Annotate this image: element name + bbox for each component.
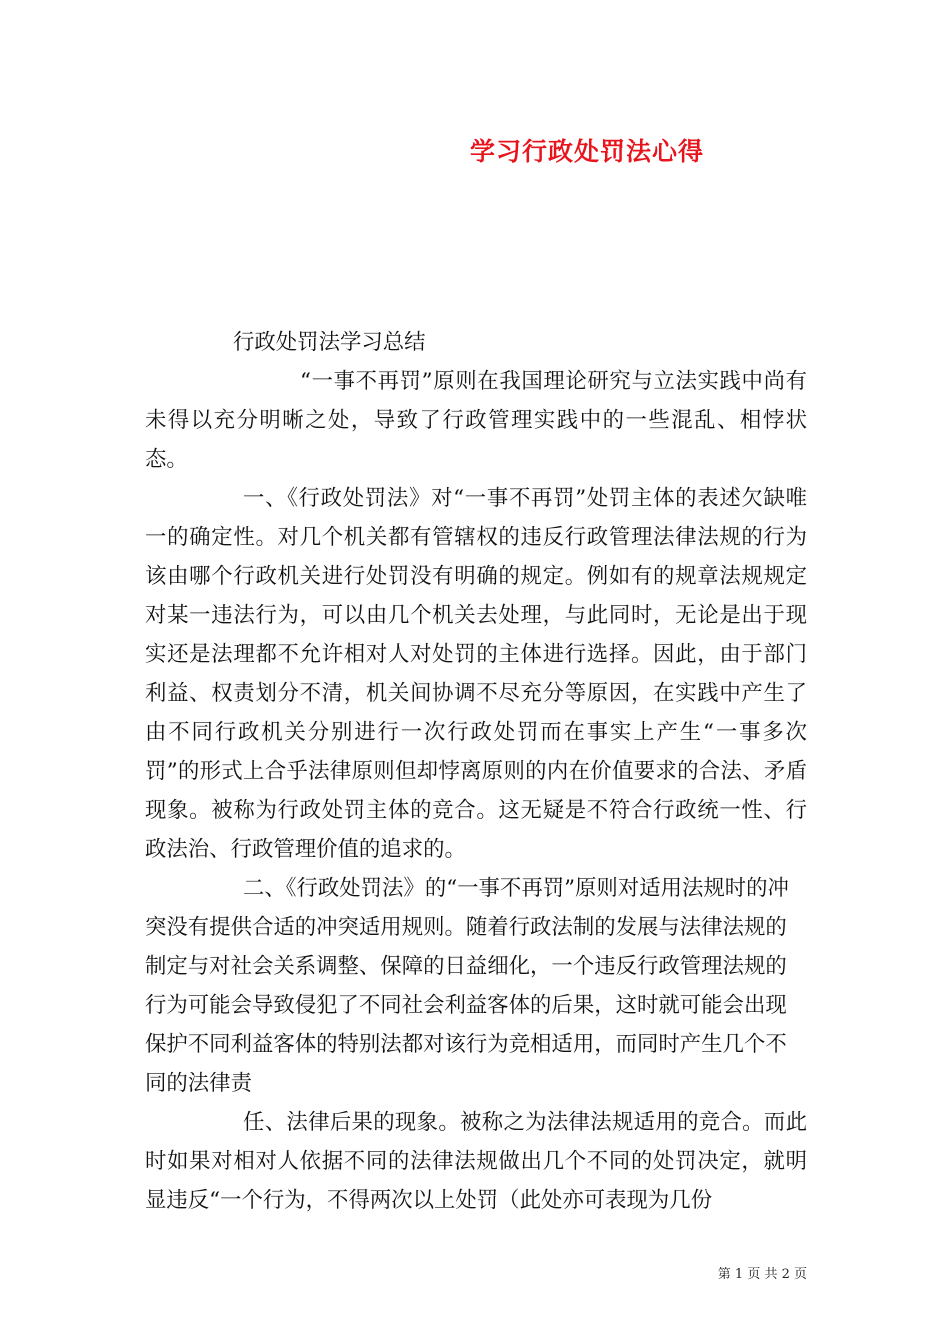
- paragraph-continuation: 任、法律后果的现象。被称之为法律法规适用的竞合。而此时如果对相对人依据不同的法律法规做出几个不同的处罚决定，就明显违反“一个行为，不得两次以上处罚（此处亦可表现为几份: [145, 1110, 807, 1213]
- document-subtitle: 行政处罚法学习总结: [233, 330, 426, 355]
- document-body: [145, 323, 807, 1220]
- paragraph-intro: “一事不再罚”原则在我国理论研究与立法实践中尚有未得以充分明晰之处，导致了行政管理实践中的一些混乱、相悖状态。: [145, 369, 807, 472]
- paragraph-section-two: 二、《行政处罚法》的“一事不再罚”原则对适用法规时的冲突没有提供合适的冲突适用规则。随着行政法制的发展与法律法规的制定与对社会关系调整、保障的日益细化，一个违反行政管理法规的行为可能会导致侵犯了不同社会利益客体的后果，这时就可能会出现保护不同利益客体的特别法都对该行为竞相适用，而同时产生几个不同的法律责: [145, 876, 789, 1096]
- document-title: 学习行政处罚法心得: [470, 137, 705, 166]
- paragraph-section-one: 一、《行政处罚法》对“一事不再罚”处罚主体的表述欠缺唯一的确定性。对几个机关都有管辖权的违反行政管理法律法规的行为该由哪个行政机关进行处罚没有明确的规定。例如有的规章法规规定对某一违法行为，可以由几个机关去处理，与此同时，无论是出于现实还是法理都不允许相对人对处罚的主体进行选择。因此，由于部门利益、权责划分不清，机关间协调不尽充分等原因，在实践中产生了由不同行政机关分别进行一次行政处罚而在事实上产生“一事多次罚”的形式上合乎法律原则但却悖离原则的内在价值要求的合法、矛盾现象。被称为行政处罚主体的竞合。这无疑是不符合行政统一性、行政法治、行政管理价值的追求的。: [145, 486, 807, 862]
- page-number-footer: 第 1 页 共 2 页: [717, 1267, 807, 1282]
